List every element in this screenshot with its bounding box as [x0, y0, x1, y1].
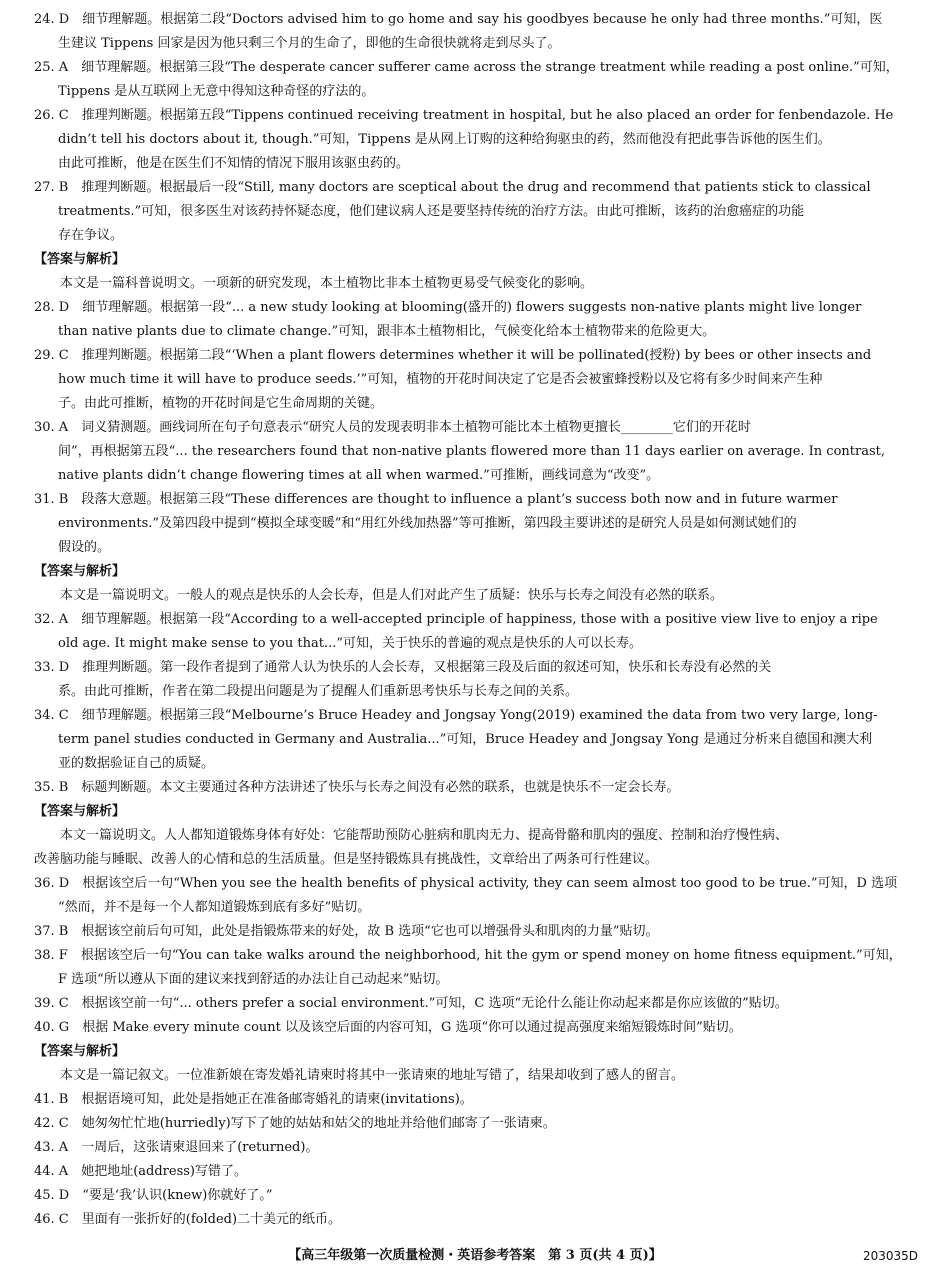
- passage-summary: 本文是一篇科普说明文。一项新的研究发现，本土植物比非本土植物更易受气候变化的影响。: [60, 276, 594, 291]
- answer-continuation: than native plants due to climate change.”可知，跟非本土植物相比，气候变化给本土植物带来的危险更大。: [58, 324, 716, 339]
- answer-continuation: 假设的。: [58, 540, 111, 555]
- answer-item: 40. G 根据 Make every minute count 以及该空后面的内容可知，G 选项“你可以通过提高强度来缩短锻炼时间”贴切。: [34, 1020, 742, 1035]
- section-heading: 【答案与解析】: [34, 564, 126, 579]
- answer-item: 43. A 一周后，这张请柬退回来了(returned)。: [34, 1140, 319, 1155]
- answer-content: [34, 8, 918, 1232]
- answer-item: 29. C 推理判断题。根据第二段“‘When a plant flowers determines whether it will be pollinated(授粉) by bees or other insects and: [34, 348, 872, 363]
- answer-continuation: Tippens 是从互联网上无意中得知这种奇怪的疗法的。: [58, 84, 375, 99]
- answer-item: 39. C 根据该空前一句“... others prefer a social environment.”可知，C 选项“无论什么能让你动起来都是你应该做的”贴切。: [34, 996, 788, 1011]
- page-footer: [0, 1244, 950, 1268]
- answer-item: 42. C 她匆匆忙忙地(hurriedly)写下了她的姑姑和姑父的地址并给他们邮寄了一张请柬。: [34, 1116, 556, 1131]
- answer-item: 26. C 推理判断题。根据第五段“Tippens continued receiving treatment in hospital, but he also placed an order for fenbendazole. He: [34, 108, 894, 123]
- passage-summary: 本文是一篇记叙文。一位准新娘在寄发婚礼请柬时将其中一张请柬的地址写错了，结果却收到了感人的留言。: [60, 1068, 685, 1083]
- answer-continuation: 系。由此可推断，作者在第二段提出问题是为了提醒人们重新思考快乐与长寿之间的关系。: [58, 684, 579, 699]
- answer-continuation: 子。由此可推断，植物的开花时间是它生命周期的关键。: [58, 396, 384, 411]
- answer-item: 27. B 推理判断题。根据最后一段“Still, many doctors are sceptical about the drug and recommend that patients stick to classical: [34, 180, 871, 195]
- answer-continuation: F 选项“所以遵从下面的建议来找到舒适的办法让自己动起来”贴切。: [58, 972, 449, 987]
- passage-summary: 本文一篇说明文。人人都知道锻炼身体有好处：它能帮助预防心脏病和肌肉无力、提高骨骼和肌肉的强度、控制和治疗慢性病、: [60, 828, 789, 843]
- answer-item: 24. D 细节理解题。根据第二段“Doctors advised him to go home and say his goodbyes because he only had three months.”可知，医: [34, 12, 883, 27]
- footer-code: 203035D: [862, 1249, 918, 1263]
- answer-item: 36. D 根据该空后一句“When you see the health benefits of physical activity, they can seem almost too good to be true.”可知，D 选项: [34, 876, 898, 891]
- answer-item: 45. D “要是‘我’认识(knew)你就好了。”: [34, 1188, 273, 1203]
- answer-continuation: native plants didn’t change flowering times at all when warmed.”可推断，画线词意为“改变”。: [58, 468, 660, 483]
- answer-item: 25. A 细节理解题。根据第三段“The desperate cancer sufferer came across the strange treatment while reading a post online.”可知，: [34, 60, 899, 75]
- section-heading: 【答案与解析】: [34, 252, 126, 267]
- passage-summary: 本文是一篇说明文。一般人的观点是快乐的人会长寿，但是人们对此产生了质疑：快乐与长寿之间没有必然的联系。: [60, 588, 724, 603]
- answer-item: 33. D 推理判断题。第一段作者提到了通常人认为快乐的人会长寿，又根据第三段及后面的叙述可知，快乐和长寿没有必然的关: [34, 660, 772, 675]
- answer-item: 44. A 她把地址(address)写错了。: [34, 1164, 247, 1179]
- answer-item: 46. C 里面有一张折好的(folded)二十美元的纸币。: [34, 1212, 342, 1227]
- answer-continuation: 间”，再根据第五段“... the researchers found that non-native plants flowered more than 11 days earlier on average. In contrast,: [58, 444, 885, 459]
- answer-continuation: “然而，并不是每一个人都知道锻炼到底有多好”贴切。: [58, 900, 371, 915]
- section-heading: 【答案与解析】: [34, 1044, 126, 1059]
- answer-continuation: 存在争议。: [58, 228, 124, 243]
- footer-title: 【高三年级第一次质量检测・英语参考答案 第 3 页(共 4 页)】: [288, 1248, 662, 1263]
- answer-item: 35. B 标题判断题。本文主要通过各种方法讲述了快乐与长寿之间没有必然的联系，也就是快乐不一定会长寿。: [34, 780, 680, 795]
- answer-continuation: 生建议 Tippens 回家是因为他只剩三个月的生命了，即他的生命很快就将走到尽头了。: [58, 36, 561, 51]
- answer-continuation: old age. It might make sense to you that...”可知，关于快乐的普遍的观点是快乐的人可以长寿。: [58, 636, 642, 651]
- answer-item: 34. C 细节理解题。根据第三段“Melbourne’s Bruce Headey and Jongsay Yong(2019) examined the data from two very large, long-: [34, 708, 878, 723]
- answer-item: 41. B 根据语境可知，此处是指她正在准备邮寄婚礼的请柬(invitations)。: [34, 1092, 473, 1107]
- answer-continuation: environments.”及第四段中提到“模拟全球变暖”和“用红外线加热器”等可推断，第四段主要讲述的是研究人员是如何测试她们的: [58, 516, 797, 531]
- answer-item: 37. B 根据该空前后句可知，此处是指锻炼带来的好处，故 B 选项“它也可以增强骨头和肌肉的力量”贴切。: [34, 924, 659, 939]
- answer-item: 31. B 段落大意题。根据第三段“These differences are thought to influence a plant’s success both now and in future warmer: [34, 492, 838, 507]
- answer-item: 32. A 细节理解题。根据第一段“According to a well-accepted principle of happiness, those with a positive view live to enjoy a ripe: [34, 612, 878, 627]
- answer-item: 30. A 词义猜测题。画线词所在句子句意表示“研究人员的发现表明非本土植物可能比本土植物更擅长________它们的开花时: [34, 420, 751, 435]
- answer-continuation: how much time it will have to produce seeds.’”可知，植物的开花时间决定了它是否会被蜜蜂授粉以及它将有多少时间来产生种: [58, 372, 823, 387]
- answer-continuation: 由此可推断，他是在医生们不知情的情况下服用该驱虫药的。: [58, 156, 410, 171]
- answer-item: 38. F 根据该空后一句“You can take walks around the neighborhood, hit the gym or spend money on home fitness equipment.”可知，: [34, 948, 902, 963]
- answer-item: 28. D 细节理解题。根据第一段“... a new study looking at blooming(盛开的) flowers suggests non-native plants might live longer: [34, 300, 862, 315]
- answer-continuation: term panel studies conducted in Germany and Australia...”可知，Bruce Headey and Jongsay Yong 是通过分析来自德国和澳大利: [58, 732, 873, 747]
- section-heading: 【答案与解析】: [34, 804, 126, 819]
- summary-continuation: 改善脑功能与睡眠、改善人的心情和总的生活质量。但是坚持锻炼具有挑战性，文章给出了两条可行性建议。: [34, 852, 659, 867]
- answer-continuation: 亚的数据验证自己的质疑。: [58, 756, 215, 771]
- answer-continuation: didn’t tell his doctors about it, though.”可知，Tippens 是从网上订购的这种给狗驱虫的药，然而他没有把此事告诉他的医生们。: [58, 132, 831, 147]
- answer-continuation: treatments.”可知，很多医生对该药持怀疑态度，他们建议病人还是要坚持传统的治疗方法。由此可推断，该药的治愈癌症的功能: [58, 204, 805, 219]
